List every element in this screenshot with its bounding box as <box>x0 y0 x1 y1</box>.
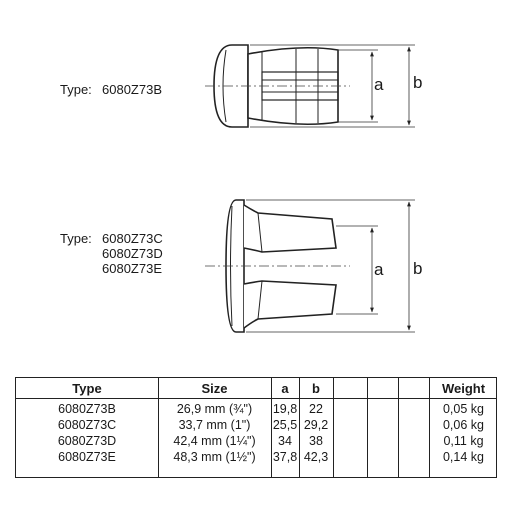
bottom-dim-b-label: b <box>413 259 423 278</box>
table-cell-size: 33,7 mm (1") <box>178 418 251 432</box>
bottom-type-code: 6080Z73E <box>102 261 162 276</box>
top-type-label: Type: <box>60 82 92 97</box>
table-column-divider <box>398 378 399 477</box>
table-cell-weight: 0,05 kg <box>442 402 484 416</box>
table-cell-type: 6080Z73D <box>57 434 117 448</box>
header-b: b <box>312 381 320 396</box>
table-column-divider <box>333 378 334 477</box>
table-cell-b: 42,3 <box>303 450 329 464</box>
table-cell-type: 6080Z73B <box>58 402 116 416</box>
header-type: Type <box>72 381 102 396</box>
table-cell-b: 38 <box>309 434 323 448</box>
table-column-divider <box>367 378 368 477</box>
table-cell-size: 26,9 mm (¾") <box>176 402 253 416</box>
bottom-type-label: Type: <box>60 231 92 246</box>
table-cell-b: 22 <box>309 402 323 416</box>
table-cell-b: 29,2 <box>303 418 329 432</box>
table-cell-size: 48,3 mm (1½") <box>173 450 256 464</box>
table-cell-a: 25,5 <box>272 418 298 432</box>
bottom-type-code: 6080Z73D <box>102 246 163 261</box>
table-cell-type: 6080Z73E <box>58 450 116 464</box>
table-cell-weight: 0,11 kg <box>443 434 484 448</box>
specification-table <box>15 377 497 478</box>
bottom-dim-a-label: a <box>374 260 384 279</box>
header-weight: Weight <box>441 381 486 396</box>
table-cell-a: 34 <box>278 434 292 448</box>
top-dim-b-label: b <box>413 73 423 92</box>
table-cell-a: 37,8 <box>272 450 298 464</box>
bottom-type-code: 6080Z73C <box>102 231 163 246</box>
top-type-code: 6080Z73B <box>102 82 162 97</box>
table-cell-weight: 0,14 kg <box>442 450 484 464</box>
header-size: Size <box>201 381 228 396</box>
table-cell-type: 6080Z73C <box>57 418 117 432</box>
table-header-divider <box>16 398 496 399</box>
header-a: a <box>281 381 289 396</box>
table-cell-a: 19,8 <box>272 402 298 416</box>
table-cell-size: 42,4 mm (1¼") <box>173 434 256 448</box>
table-cell-weight: 0,06 kg <box>442 418 484 432</box>
top-dim-a-label: a <box>374 75 384 94</box>
